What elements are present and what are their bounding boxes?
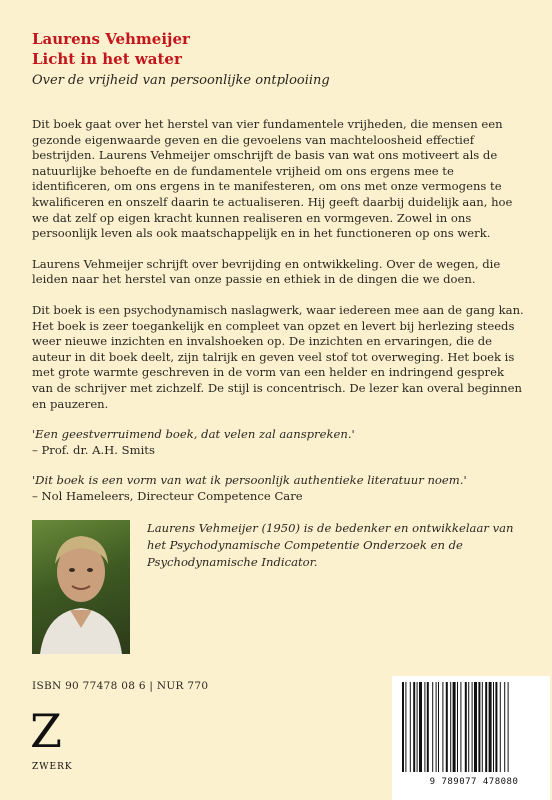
publisher-logo: Z (30, 704, 62, 758)
barcode-bar (427, 682, 429, 772)
author-name: Laurens Vehmeijer (32, 30, 190, 48)
blurb (32, 117, 524, 519)
barcode-bar (446, 682, 448, 772)
barcode (392, 676, 550, 800)
barcode-icon (400, 682, 542, 776)
quote-source: – Nol Hameleers, Directeur Competence Care (32, 488, 303, 503)
barcode-bar (482, 682, 483, 772)
author-bio: Laurens Vehmeijer (1950) is de bedenker en ontwikkelaar van het Psychodynamische Competentie Onderzoek en de Psychodynamische Indicator. (147, 521, 514, 569)
author-photo-icon (32, 520, 130, 654)
barcode-bar (468, 682, 469, 772)
barcode-bar (410, 682, 411, 772)
quote-block (32, 473, 524, 504)
barcode-bar (485, 682, 487, 772)
barcode-bar (453, 682, 456, 772)
barcode-bar (402, 682, 404, 772)
quote-source: – Prof. dr. A.H. Smits (32, 442, 155, 457)
barcode-bar (450, 682, 451, 772)
barcode-bar (489, 682, 492, 772)
barcode-bar (442, 682, 443, 772)
author-photo (32, 520, 130, 654)
barcode-number: 9 789077 478080 (429, 777, 519, 787)
book-subtitle: Over de vrijheid van persoonlijke ontplooiing (32, 73, 330, 88)
quote-text: 'Dit boek is een vorm van wat ik persoonlijk authentieke literatuur noem.' (32, 473, 467, 488)
blurb-paragraph: Dit boek gaat over het herstel van vier fundamentele vrijheden, die mensen een gezonde eigenwaarde geven en die gevoelens van machteloosheid effectief bestrijden. Laurens Vehmeijer omschrijft de basis van wat ons motiveert als de natuurlijke behoefte en de fundamentele vrijheid om ons ergens mee te identificeren, om ons ergens in te manifesteren, om ons met onze vermogens te kwalificeren en onszelf daarin te actualiseren. Hij geeft daarbij duidelijk aan, hoe we dat zelf op eigen kracht kunnen realiseren en vormgeven. Zowel in ons persoonlijk leven als ook maatschappelijk en in het functioneren op ons werk. (32, 117, 513, 241)
barcode-bar (493, 682, 494, 772)
barcode-bar (472, 682, 473, 772)
isbn-line: ISBN 90 77478 08 6 | NUR 770 (32, 680, 209, 692)
barcode-bar (405, 682, 406, 772)
barcode-bar (460, 682, 461, 772)
barcode-bar (504, 682, 505, 772)
barcode-bar (500, 682, 501, 772)
quote-text: 'Een geestverruimend boek, dat velen zal aanspreken.' (32, 427, 355, 442)
barcode-bar (474, 682, 477, 772)
blurb-paragraph: Laurens Vehmeijer schrijft over bevrijding en ontwikkeling. Over de wegen, die leiden naar het herstel van onze passie en ethiek in de dingen die we doen. (32, 256, 501, 287)
barcode-bar (495, 682, 497, 772)
barcode-bar (413, 682, 415, 772)
barcode-bar (424, 682, 425, 772)
barcode-bar (436, 682, 437, 772)
publisher-name: ZWERK (32, 762, 73, 772)
blurb-paragraph: Dit boek is een psychodynamisch naslagwerk, waar iedereen mee aan de gang kan. Het boek is zeer toegankelijk en compleet van opzet en levert bij herlezing steeds weer nieuwe inzichten en invalshoeken op. De inzichten en ervaringen, die de auteur in dit boek deelt, zijn talrijk en geven veel stof tot overweging. Het boek is met grote warmte geschreven in de vorm van een helder en indringend gesprek van de schrijver met zichzelf. De stijl is concentrisch. De lezer kan overal beginnen en pauzeren. (32, 302, 524, 411)
quote-block (32, 427, 524, 458)
barcode-bar (478, 682, 480, 772)
book-title: Licht in het water (32, 50, 182, 68)
barcode-bar (508, 682, 509, 772)
barcode-bar (432, 682, 433, 772)
barcode-bar (419, 682, 422, 772)
barcode-bar (438, 682, 439, 772)
barcode-bar (417, 682, 418, 772)
barcode-bar (457, 682, 458, 772)
barcode-bar (465, 682, 467, 772)
